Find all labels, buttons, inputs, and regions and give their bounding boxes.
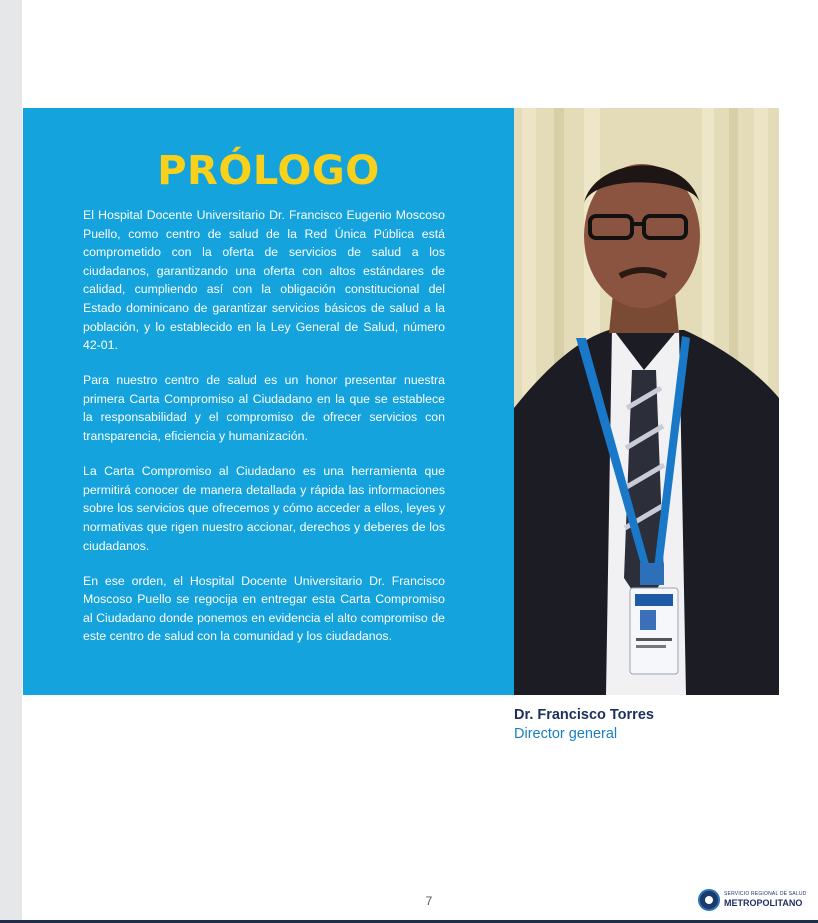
page-number: 7 xyxy=(425,894,433,908)
metropolitano-logo xyxy=(698,889,808,915)
director-name: Dr. Francisco Torres xyxy=(514,707,654,723)
prologue-body xyxy=(83,206,445,662)
prologue-paragraph: El Hospital Docente Universitario Dr. Francisco Eugenio Moscoso Puello, como centro de salud de la Red Única Pública está comprometido con la oferta de servicios de salud a los ciudadanos, garantizando una oferta con altos estándares de calidad, cumpliendo así con la obligación constitucional del Estado dominicano de garantizar servicios básicos de salud a la población, y lo establecido en la Ley General de Salud, número 42-01. xyxy=(83,208,445,353)
director-role: Director general xyxy=(514,726,618,742)
prologue-title: PRÓLOGO xyxy=(157,148,380,194)
logo-emblem-icon xyxy=(698,889,720,911)
director-photo xyxy=(514,108,779,695)
logo-big-text: METROPOLITANO xyxy=(724,898,803,908)
prologue-paragraph: En ese orden, el Hospital Docente Universitario Dr. Francisco Moscoso Puello se regocija en entregar esta Carta Compromiso al Ciudadano donde ponemos en evidencia el alto compromiso de este centro de salud con la comunidad y los ciudadanos. xyxy=(83,573,445,644)
prologue-paragraph: La Carta Compromiso al Ciudadano es una herramienta que permitirá conocer de manera detallada y rápida las informaciones sobre los servicios que ofrecemos y cómo acceder a ellos, leyes y normativas que rigen nuestro accionar, derechos y deberes de los ciudadanos. xyxy=(83,464,445,553)
logo-small-text: SERVICIO REGIONAL DE SALUD xyxy=(724,891,807,897)
prologue-panel xyxy=(23,108,514,695)
page-gutter xyxy=(0,0,22,923)
prologue-paragraph: Para nuestro centro de salud es un honor presentar nuestra primera Carta Compromiso al Ciudadano en la que se establece la responsabilidad y el compromiso de ofrecer servicios con transparencia, eficiencia y humanización. xyxy=(83,373,445,444)
